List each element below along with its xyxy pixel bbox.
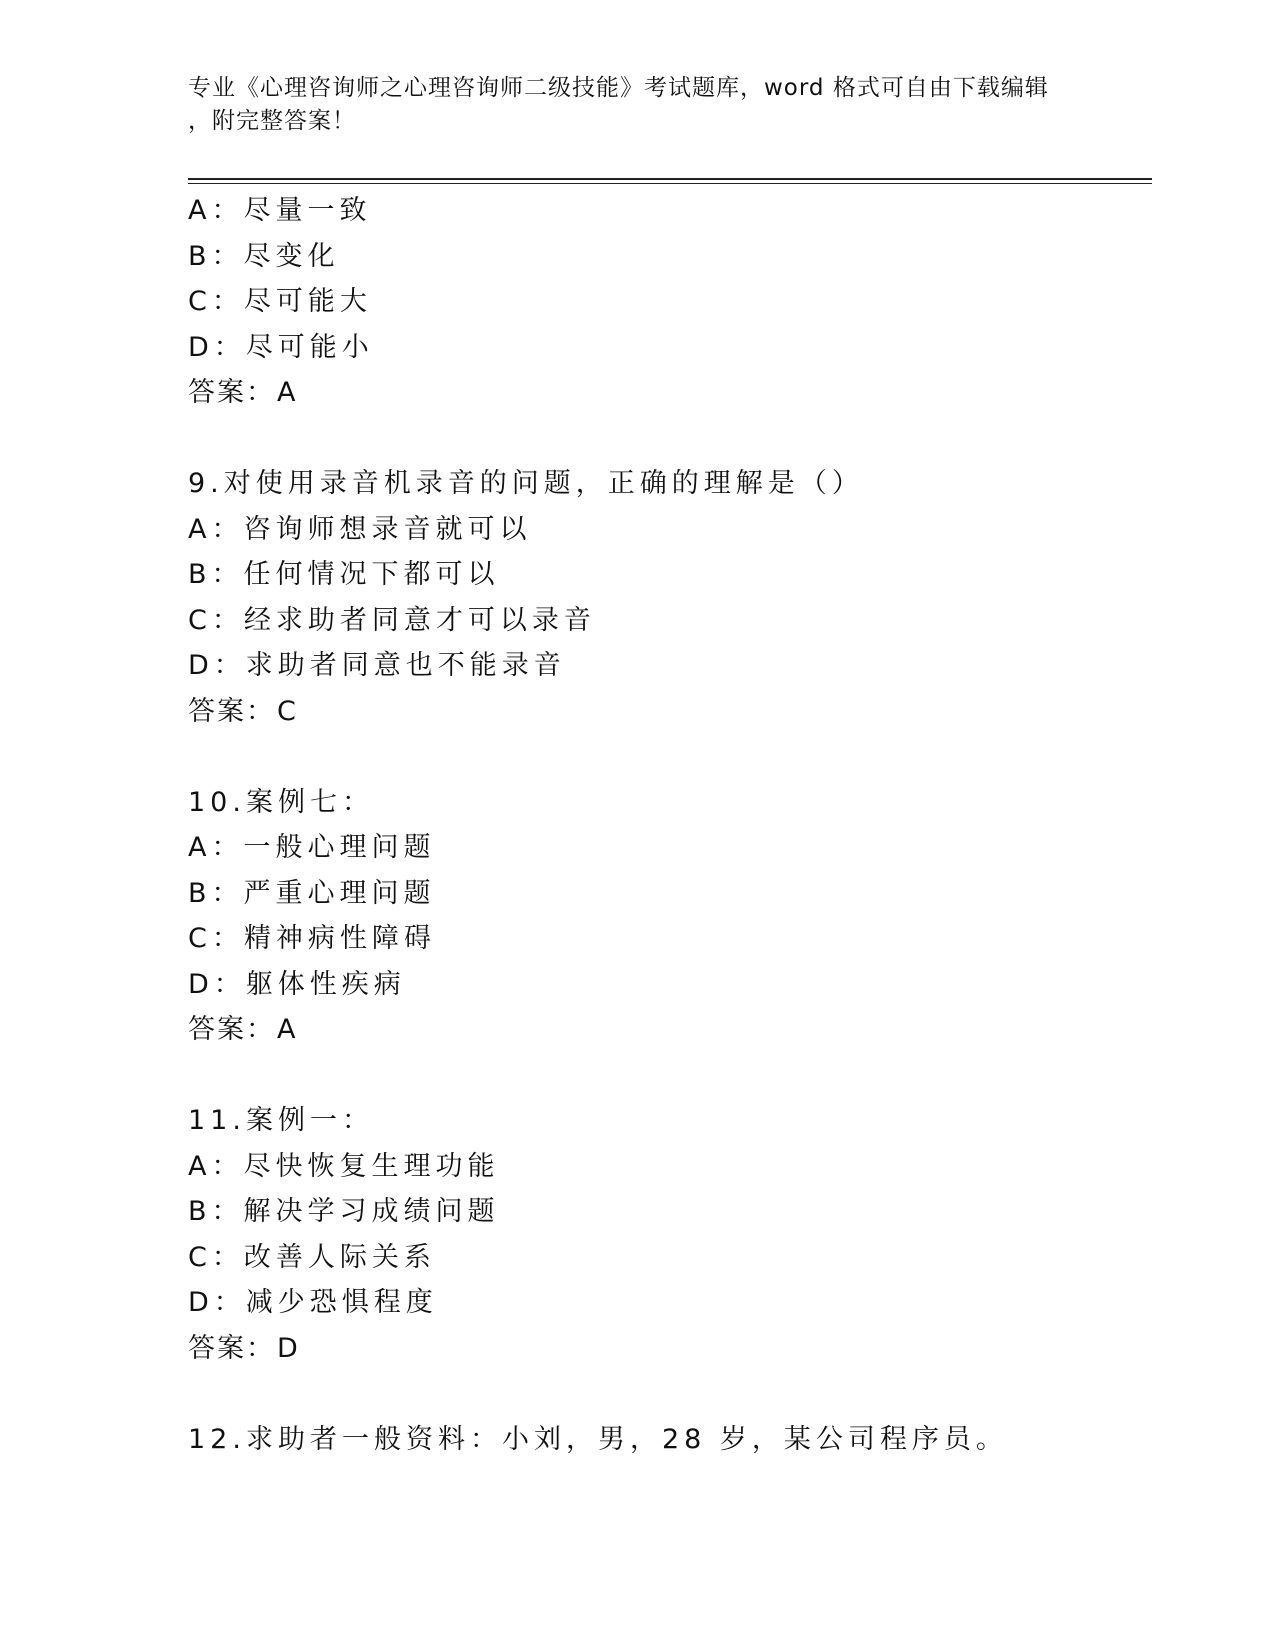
header-rule-thick xyxy=(188,178,1152,180)
option-b: B：严重心理问题 xyxy=(188,877,436,909)
option-a: A：咨询师想录音就可以 xyxy=(188,513,532,545)
answer-line xyxy=(188,370,1148,416)
question-list xyxy=(188,188,1148,1462)
option-d: D：减少恐惧程度 xyxy=(188,1287,438,1318)
option-d: D：尽可能小 xyxy=(188,331,374,363)
question-block-partial xyxy=(188,188,1148,416)
header-rule-thin xyxy=(188,183,1152,184)
header-line-1: 专业《心理咨询师之心理咨询师二级技能》考试题库，word 格式可自由下载编辑 xyxy=(188,75,1049,101)
option-c: C：精神病性障碍 xyxy=(188,923,436,954)
option-c: C：经求助者同意才可以录音 xyxy=(188,604,596,636)
answer-line xyxy=(188,1007,1148,1053)
question-stem: 12.求助者一般资料：小刘，男，28 岁，某公司程序员。 xyxy=(188,1423,1008,1455)
spacer xyxy=(188,416,1148,462)
answer-value: A xyxy=(277,1014,298,1045)
option-c: C：改善人际关系 xyxy=(188,1241,436,1273)
question-block-9 xyxy=(188,461,1148,734)
question-block-11 xyxy=(188,1098,1148,1371)
option-a: A：尽量一致 xyxy=(188,195,372,226)
answer-label: 答案： xyxy=(188,1332,275,1364)
answer-label: 答案： xyxy=(188,695,275,727)
question-stem: 10.案例七： xyxy=(188,786,374,818)
option-b: B：尽变化 xyxy=(188,240,340,272)
answer-value: A xyxy=(277,377,298,408)
option-d: D：躯体性疾病 xyxy=(188,968,406,1000)
option-d: D：求助者同意也不能录音 xyxy=(188,650,566,681)
option-b: B：解决学习成绩问题 xyxy=(188,1196,500,1227)
option-c: C：尽可能大 xyxy=(188,286,372,317)
option-b: B：任何情况下都可以 xyxy=(188,559,500,590)
spacer xyxy=(188,1371,1148,1417)
question-stem: 11.案例一： xyxy=(188,1105,374,1136)
question-block-10 xyxy=(188,780,1148,1053)
document-header xyxy=(188,72,1088,138)
answer-line xyxy=(188,1326,1148,1372)
answer-line xyxy=(188,689,1148,735)
answer-label: 答案： xyxy=(188,377,275,408)
question-stem: 9.对使用录音机录音的问题，正确的理解是（） xyxy=(188,468,864,499)
option-a: A：一般心理问题 xyxy=(188,832,436,863)
answer-label: 答案： xyxy=(188,1014,275,1045)
spacer xyxy=(188,1053,1148,1099)
spacer xyxy=(188,734,1148,780)
answer-value: D xyxy=(277,1332,300,1364)
option-a: A：尽快恢复生理功能 xyxy=(188,1150,500,1182)
header-line-2: ，附完整答案！ xyxy=(188,108,356,134)
answer-value: C xyxy=(277,695,298,727)
question-block-12 xyxy=(188,1417,1148,1463)
